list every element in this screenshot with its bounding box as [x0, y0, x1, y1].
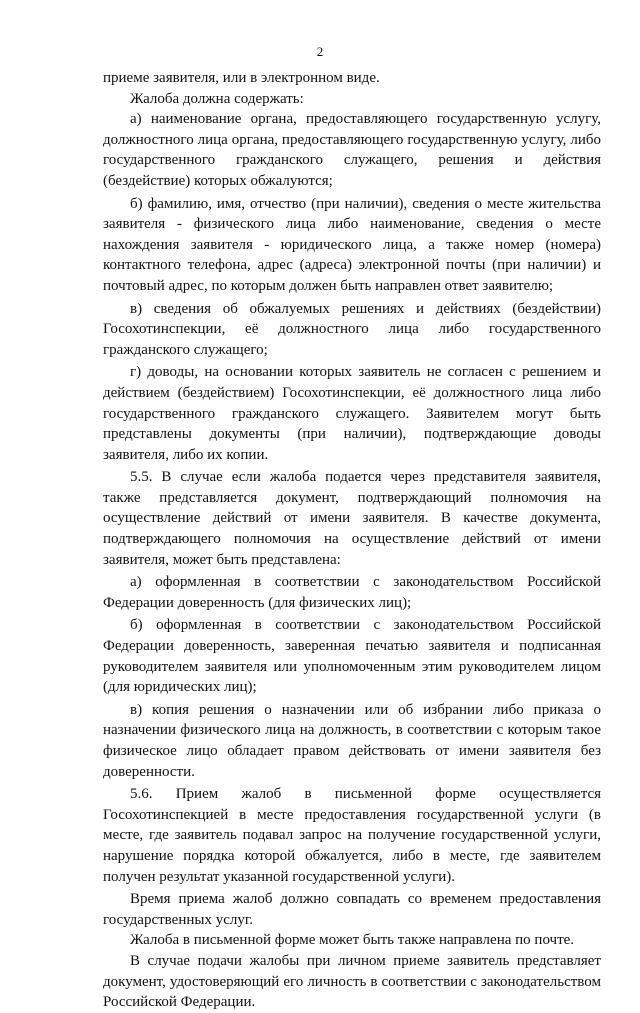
paragraph-reception-time: Время приема жалоб должно совпадать со временем предоставления государственных услуг.: [103, 891, 601, 928]
paragraph-complaint-contents-intro: Жалоба должна содержать:: [130, 90, 304, 107]
paragraph-continuation: приеме заявителя, или в электронном виде.: [103, 70, 380, 86]
paragraph-identity-document: В случае подачи жалобы при личном приеме заявитель представляет документ, удостоверяющий его личность в соответствии с законодательством Российской Федерации.: [103, 952, 601, 1011]
section-5-5: 5.5. В случае если жалоба подается через представителя заявителя, также представляется документ, подтверждающий полномочия на осуществление действий от имени заявителя. В качестве документа, подтверждающего полномочия на осуществление действий от имени заявителя, может быть представлена:: [103, 469, 601, 568]
list-item-a: а) наименование органа, предоставляющего государственную услугу, должностного лица органа, предоставляющего государственную услугу, либо государственного гражданского служащего, решения и действия (бездействие) которых обжалуются;: [103, 111, 601, 189]
paragraph-postal-submission: Жалоба в письменной форме может быть также направлена по почте.: [130, 932, 575, 949]
list-item-b: б) фамилию, имя, отчество (при наличии), сведения о месте жительства заявителя - физического лица либо наименование, сведения о месте нахождения заявителя - юридического лица, а также номер (номера) контактного телефона, адрес (адреса) электронной почты (при наличии) и почтовый адрес, по которым должен быть направлен ответ заявителю;: [103, 195, 601, 294]
list-item-v: в) сведения об обжалуемых решениях и действиях (бездействии) Госохотинспекции, её должностного лица либо государственного гражданского служащего;: [103, 300, 601, 358]
section-5-5-item-v: в) копия решения о назначении или об избрании либо приказа о назначении физического лица на должность, в соответствии с которым такое физическое лицо обладает правом действовать от имени заявителя без доверенности.: [103, 701, 601, 780]
section-5-5-item-a: а) оформленная в соответствии с законодательством Российской Федерации доверенность (для физических лиц);: [103, 574, 601, 611]
section-5-6: 5.6. Прием жалоб в письменной форме осуществляется Госохотинспекцией в месте предоставления государственной услуги (в месте, где заявитель подавал запрос на получение государственной услуги, нарушение порядка которой обжалуется, либо в месте, где заявителем получен результат указанной государственной услуги).: [103, 786, 601, 885]
document-body: [103, 68, 601, 1013]
list-item-g: г) доводы, на основании которых заявитель не согласен с решением и действием (бездействием) Госохотинспекции, её должностного лица либо государственного гражданского служащего. Заявителем могут быть представлены документы (при наличии), подтверждающие доводы заявителя, либо их копии.: [103, 364, 601, 463]
page-number: 2: [316, 44, 324, 59]
section-5-5-item-b: б) оформленная в соответствии с законодательством Российской Федерации доверенность, заверенная печатью заявителя и подписанная руководителем заявителя или уполномоченным этим руководителем лицом (для юридических лиц);: [103, 617, 601, 696]
